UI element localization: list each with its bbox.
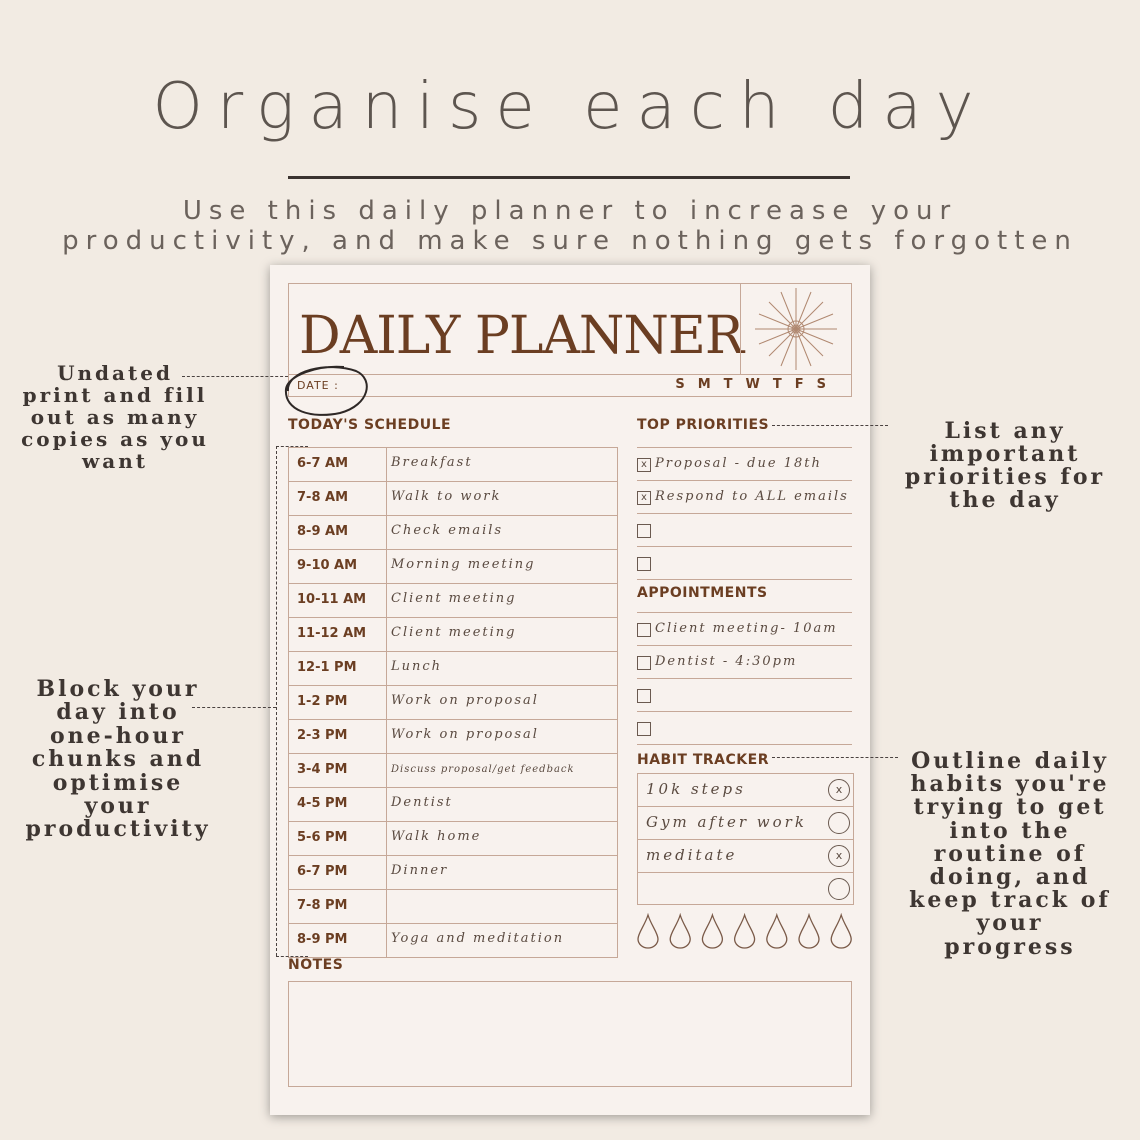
schedule-divider [386,652,387,685]
notes-area [288,981,852,1087]
priorities-text: Proposal - due 18th [655,456,822,471]
schedule-divider [386,482,387,515]
annotation-line: doing, and [929,864,1091,891]
schedule-bracket [276,446,277,956]
checkbox [637,689,651,703]
schedule-time: 8-9 AM [297,524,349,539]
schedule-task: Breakfast [391,455,473,470]
schedule-divider [386,686,387,719]
schedule-task: Work on proposal [391,693,539,708]
water-drop-icon [702,915,722,948]
priorities-row [637,448,852,481]
annotation-line: Block your [36,676,200,702]
schedule-divider [386,584,387,617]
date-label: DATE : [297,379,339,392]
headline: Organise each day [152,70,988,144]
annotation-line: Undated [57,361,173,385]
annotation-block-day [8,678,228,842]
planner-header [288,283,852,397]
schedule-divider [386,754,387,787]
connector-undated [182,376,288,377]
schedule-divider [386,856,387,889]
weekday-letters: SMTWTFS [675,377,839,392]
water-drop-icon [831,915,851,948]
sun-cell [740,284,851,374]
checkbox [637,722,651,736]
habit-tracker-label: HABIT TRACKER [637,752,769,768]
schedule-table [288,447,618,958]
schedule-time: 3-4 PM [297,762,348,777]
schedule-row [288,584,618,618]
annotation-line: List any [944,418,1066,444]
annotation-line: copies as you [21,427,209,451]
schedule-divider [386,924,387,957]
annotation-line: keep track of [909,887,1111,914]
planner-title: DAILY PLANNER [299,306,744,366]
planner-sheet [270,265,870,1115]
schedule-task: Lunch [391,659,443,674]
schedule-time: 6-7 AM [297,456,349,471]
schedule-time: 7-8 PM [297,898,348,913]
schedule-row [288,448,618,482]
annotation-line: your [84,793,152,820]
appointments-text: Dentist - 4:30pm [655,654,798,669]
schedule-row [288,720,618,754]
schedule-divider [386,788,387,821]
schedule-row [288,788,618,822]
habit-text: Gym after work [646,813,807,831]
annotation-line: into the [949,817,1071,844]
checkbox: x [637,458,651,472]
headline-divider [288,176,850,179]
annotation-line: Outline daily [911,748,1109,774]
annotation-line: habits you're [910,771,1110,798]
schedule-divider [386,618,387,651]
annotation-line: chunks and [31,746,205,773]
annotation-line: progress [944,933,1076,960]
annotation-line: trying to get [913,794,1107,821]
appointments-list [637,613,852,745]
annotation-priorities [882,420,1128,512]
notes-label: NOTES [288,957,344,973]
schedule-divider [386,720,387,753]
schedule-task: Work on proposal [391,727,539,742]
date-highlight-circle [278,361,370,419]
checkbox [637,656,651,670]
schedule-task: Walk to work [391,489,502,504]
schedule-bracket-top [276,446,308,447]
schedule-task: Yoga and meditation [391,931,565,946]
habit-check-circle: x [828,779,850,801]
schedule-time: 4-5 PM [297,796,348,811]
schedule-task: Morning meeting [391,557,536,572]
habit-row [638,774,853,807]
appointments-text: Client meeting- 10am [655,621,838,636]
schedule-task: Client meeting [391,591,517,606]
priorities-row [637,481,852,514]
priorities-row [637,547,852,580]
annotation-line: productivity [25,816,211,843]
schedule-row [288,482,618,516]
water-drop-icon [799,915,819,948]
connector-habits [772,757,898,758]
checkbox [637,623,651,637]
date-row [289,374,851,397]
connector-block-day [192,707,276,708]
habit-row [638,873,853,905]
annotation-line: your [976,910,1044,937]
checkbox: x [637,491,651,505]
appointments-row [637,613,852,646]
schedule-time: 12-1 PM [297,660,357,675]
schedule-row [288,890,618,924]
connector-priorities [772,425,888,426]
schedule-task: Walk home [391,829,482,844]
schedule-time: 8-9 PM [297,932,348,947]
priorities-row [637,514,852,547]
annotation-line: priorities for [904,464,1106,490]
habit-row [638,807,853,840]
schedule-bracket-bottom [276,956,308,957]
schedule-row [288,754,618,788]
schedule-task: Client meeting [391,625,517,640]
schedule-divider [386,448,387,481]
schedule-task: Discuss proposal/get feedback [391,764,575,775]
annotation-line: important [929,441,1081,467]
annotation-habits [890,750,1130,959]
schedule-task: Check emails [391,523,504,538]
appointments-row [637,712,852,745]
schedule-divider [386,516,387,549]
priorities-text: Respond to ALL emails [655,489,849,504]
annotation-line: optimise [52,769,184,796]
water-drop-icon [735,915,755,948]
schedule-row [288,686,618,720]
schedule-row [288,822,618,856]
appointments-row [637,679,852,712]
annotation-line: want [82,449,148,473]
annotation-line: out as many [30,405,200,429]
annotation-line: routine of [933,840,1087,867]
schedule-divider [386,890,387,923]
checkbox [637,524,651,538]
priorities-label: TOP PRIORITIES [637,417,770,433]
schedule-divider [386,822,387,855]
schedule-time: 5-6 PM [297,830,348,845]
habit-text: 10k steps [646,780,746,798]
water-drop-icon [670,915,690,948]
schedule-row [288,516,618,550]
habit-check-circle [828,878,850,900]
schedule-time: 9-10 AM [297,558,358,573]
water-tracker [637,913,852,949]
sun-icon [751,286,841,372]
appointments-row [637,646,852,679]
schedule-row [288,652,618,686]
habit-row [638,840,853,873]
annotation-undated [10,362,220,472]
habit-tracker [637,773,854,905]
schedule-time: 7-8 AM [297,490,349,505]
subheadline-line-2: productivity, and make sure nothing gets forgotten [62,226,1078,256]
schedule-time: 1-2 PM [297,694,348,709]
schedule-row [288,618,618,652]
schedule-row [288,924,618,958]
water-drop-icon [638,915,658,948]
annotation-line: day into [56,699,180,726]
subheadline-line-1: Use this daily planner to increase your [182,196,958,226]
schedule-label: TODAY'S SCHEDULE [288,417,452,433]
schedule-task: Dentist [391,795,453,810]
schedule-row [288,856,618,890]
schedule-divider [386,550,387,583]
schedule-time: 10-11 AM [297,592,367,607]
schedule-task: Dinner [391,863,449,878]
schedule-time: 11-12 AM [297,626,367,641]
habit-text: meditate [646,846,738,864]
appointments-label: APPOINTMENTS [637,585,768,601]
habit-check-circle: x [828,845,850,867]
habit-check-circle [828,812,850,834]
schedule-time: 2-3 PM [297,728,348,743]
priorities-list [637,448,852,580]
annotation-line: one-hour [49,722,187,749]
annotation-line: print and fill [22,383,208,407]
annotation-line: the day [949,487,1061,513]
water-drop-icon [767,915,787,948]
schedule-time: 6-7 PM [297,864,348,879]
checkbox [637,557,651,571]
schedule-row [288,550,618,584]
